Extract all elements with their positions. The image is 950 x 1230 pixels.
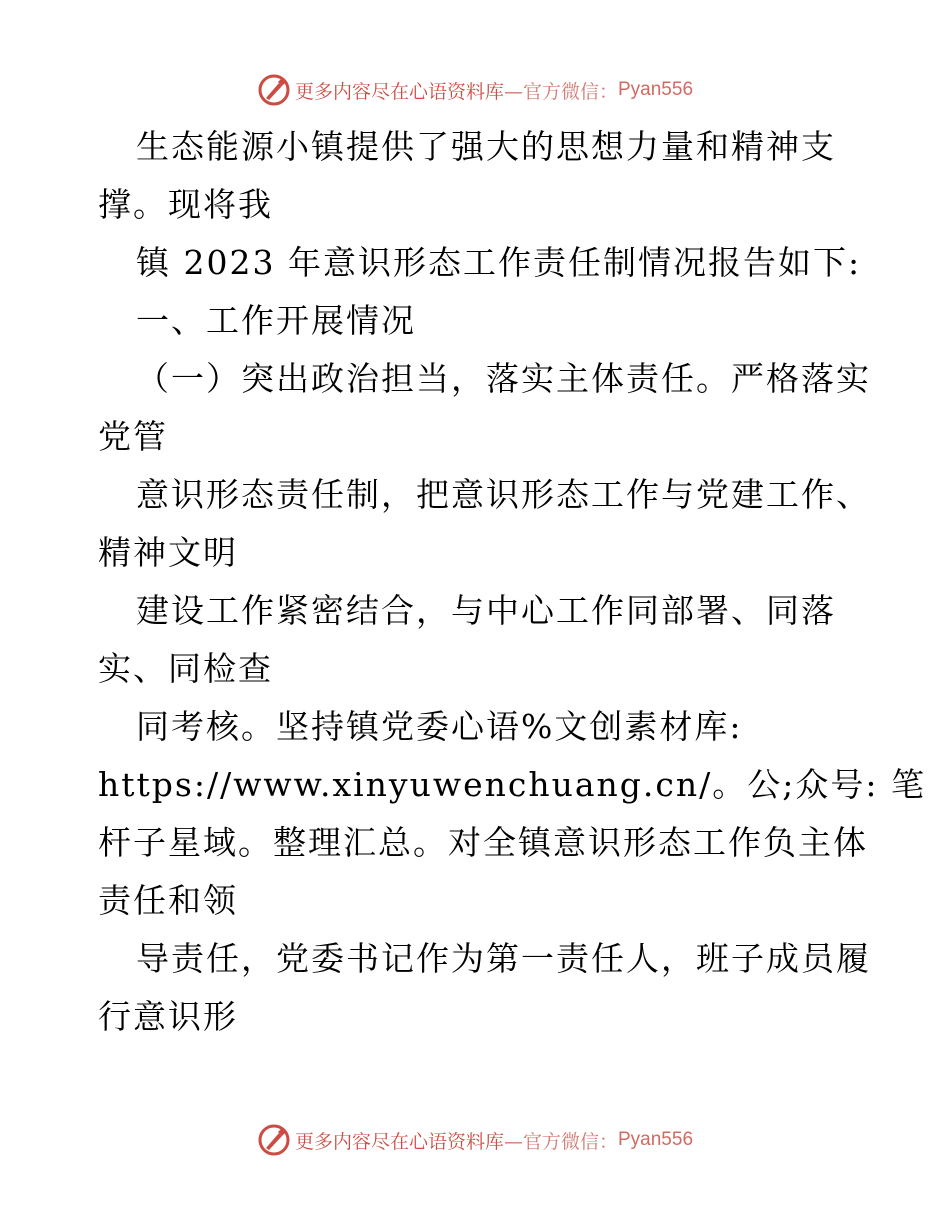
body-line-url: https://www.xinyuwenchuang.cn/。公;众号: 笔 — [98, 765, 926, 804]
banner-sub-text: —官方微信： — [503, 1130, 618, 1153]
body-line: 精神文明 — [98, 533, 238, 572]
body-line: 同考核。坚持镇党委心语%文创素材库: — [136, 707, 743, 746]
body-line: 实、同检查 — [98, 649, 273, 688]
body-line: 镇 2023 年意识形态工作责任制情况报告如下: — [136, 243, 862, 282]
banner-main-text: 更多内容尽在心语资料库 — [294, 80, 504, 103]
banner-wechat-id: Pyan556 — [618, 1129, 694, 1150]
document-body — [98, 118, 926, 1046]
body-line: 意识形态责任制，把意识形态工作与党建工作、 — [136, 475, 871, 514]
banner-main-text: 更多内容尽在心语资料库 — [294, 1130, 504, 1153]
body-line: 行意识形 — [98, 997, 238, 1036]
footer-banner — [0, 1120, 950, 1160]
header-banner — [0, 70, 950, 110]
banner-sub-text: —官方微信： — [503, 80, 618, 103]
pen-seal-icon — [257, 1123, 291, 1157]
body-line: 撑。现将我 — [98, 185, 273, 224]
body-line: 责任和领 — [98, 881, 238, 920]
banner-wechat-id: Pyan556 — [618, 79, 694, 100]
body-line: 导责任，党委书记作为第一责任人，班子成员履 — [136, 939, 871, 978]
body-line: 生态能源小镇提供了强大的思想力量和精神支 — [136, 127, 836, 166]
pen-seal-icon — [257, 73, 291, 107]
body-line: （一）突出政治担当，落实主体责任。严格落实 — [136, 359, 871, 398]
body-line: 杆子星域。整理汇总。对全镇意识形态工作负主体 — [98, 823, 868, 862]
section-heading: 一、工作开展情况 — [136, 301, 416, 340]
body-line: 建设工作紧密结合，与中心工作同部署、同落 — [136, 591, 836, 630]
body-line: 党管 — [98, 417, 168, 456]
